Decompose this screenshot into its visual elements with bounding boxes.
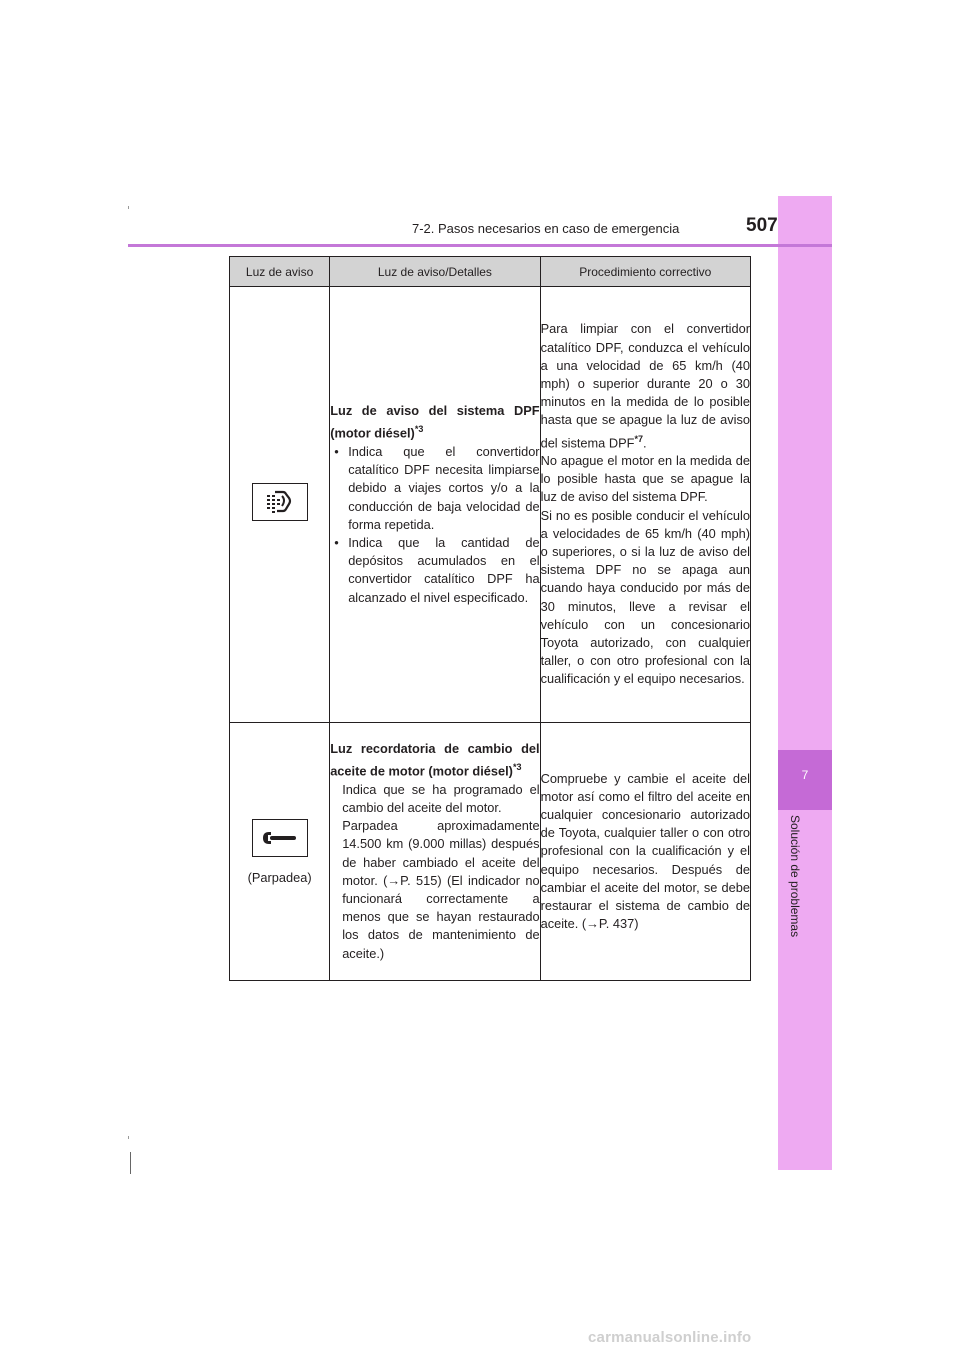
detail-paragraph: Indica que se ha programado el cambio del aceite del motor. bbox=[342, 781, 540, 816]
watermark: carmanualsonline.info bbox=[588, 1329, 752, 1346]
light-title bbox=[330, 740, 539, 781]
wrench-icon bbox=[252, 819, 308, 857]
crop-mark bbox=[128, 1136, 129, 1139]
table-row bbox=[230, 723, 751, 981]
chapter-title: Solución de problemas bbox=[788, 815, 802, 938]
section-title: 7-2. Pasos necesarios en caso de emergencia bbox=[412, 221, 680, 236]
crop-mark bbox=[128, 206, 129, 209]
icon-caption: (Parpadea) bbox=[247, 869, 312, 885]
list-item: • Indica que la cantidad de depósitos acumulados en el convertidor catalítico DPF ha alcanzado el nivel especificado. bbox=[330, 534, 539, 607]
warning-light-table bbox=[229, 256, 751, 981]
detail-list bbox=[330, 443, 539, 607]
chapter-box bbox=[778, 750, 832, 810]
icon-cell bbox=[230, 287, 330, 723]
footnote-ref: *3 bbox=[512, 762, 522, 773]
procedure-cell bbox=[540, 287, 750, 723]
icon-cell bbox=[230, 723, 330, 981]
procedure-paragraph: Compruebe y cambie el aceite del motor así como el filtro del aceite en cualquier concesionario autorizado de Toyota, cualquier taller o con otro profesional con la cualificación y el equipo necesarios. Después de cambiar el aceite del motor, se debe restaurar el sistema de cambio de aceite. (→P. 437) bbox=[540, 770, 750, 932]
procedure-cell bbox=[540, 723, 750, 981]
detail-paragraph: Parpadea aproximadamente 14.500 km (9.000 millas) después de haber cambiado el aceite del motor. (→P. 515) (El indicador no funcionará correctamente a menos que se hayan restaurado los datos de mantenimiento de aceite.) bbox=[342, 818, 540, 961]
details-cell bbox=[330, 723, 540, 981]
side-tab bbox=[778, 196, 832, 1170]
chapter-number: 7 bbox=[801, 768, 809, 782]
header-cell: Luz de aviso bbox=[230, 257, 330, 287]
procedure-text: Para limpiar con el convertidor catalítico DPF, conduzca el vehículo a una velocidad de 65 km/h (40 mph) o superior durante 20 o 30 minutos en la medida de lo posible hasta que se apague la luz de aviso del sistema DPF bbox=[540, 321, 750, 450]
table-row bbox=[230, 287, 751, 723]
footnote-ref: *3 bbox=[414, 424, 424, 435]
page-number: 507 bbox=[746, 215, 778, 236]
header-cell: Procedimiento correctivo bbox=[540, 257, 750, 287]
table-header-row bbox=[230, 257, 751, 287]
procedure-paragraph bbox=[541, 320, 750, 452]
header-rule bbox=[128, 244, 832, 247]
footnote-ref: *7 bbox=[634, 433, 643, 444]
procedure-paragraph: Si no es posible conducir el vehículo a velocidades de 65 km/h (40 mph) o superiores, o si la luz de aviso del sistema DPF no se apaga aun cuando haya conducido por más de 30 minutos, lleve a revisar el vehículo con un concesionario Toyota autorizado, con cualquier taller, o con otro profesional con la cualificación y el equipo necesarios. bbox=[540, 507, 750, 687]
list-item: • Indica que el convertidor catalítico DPF necesita limpiarse debido a viajes cortos y/o a la conducción de baja velocidad de forma repetida. bbox=[330, 443, 539, 534]
light-title-text: Luz de aviso del sistema DPF (motor diésel) bbox=[330, 403, 540, 441]
crop-mark bbox=[130, 1152, 131, 1174]
procedure-paragraph: No apague el motor en la medida de lo posible hasta que se apague la luz de aviso del sistema DPF. bbox=[540, 453, 750, 505]
chapter-title-vertical bbox=[782, 815, 822, 955]
dpf-warning-icon bbox=[252, 483, 308, 521]
light-title bbox=[330, 402, 539, 443]
procedure-text-end: . bbox=[642, 434, 647, 450]
details-cell bbox=[330, 287, 540, 723]
header-cell: Luz de aviso/Detalles bbox=[330, 257, 540, 287]
light-title-text: Luz recordatoria de cambio del aceite de motor (motor diésel) bbox=[330, 741, 540, 779]
